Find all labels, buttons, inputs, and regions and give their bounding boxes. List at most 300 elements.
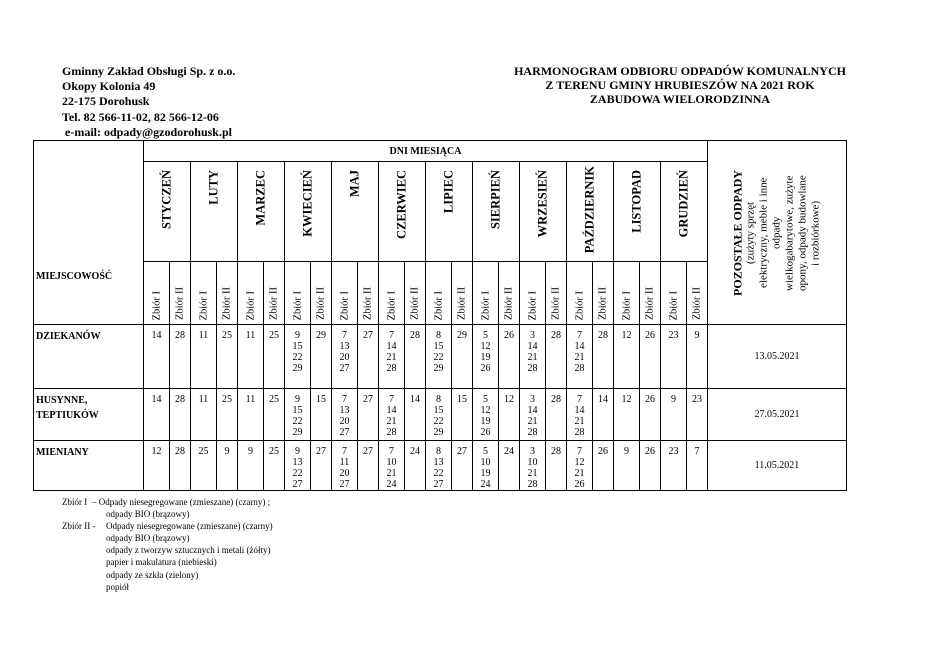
- pickup-day: 25: [269, 330, 279, 341]
- pickup-day: 8: [436, 394, 441, 405]
- other-waste-line: opony, odpady budowlane: [796, 174, 809, 291]
- pickup-day: 7: [389, 394, 394, 405]
- zbior-1-header: [285, 262, 311, 325]
- zbior-1-header: [191, 262, 217, 325]
- collection-label: Zbiór II: [268, 287, 280, 320]
- schedule-cell: [238, 441, 264, 491]
- table-row: [34, 389, 847, 441]
- pickup-day: 9: [224, 446, 230, 457]
- zbior-2-header: [499, 262, 520, 325]
- pickup-day: 9: [624, 446, 629, 457]
- collection-label: Zbiór I: [480, 290, 491, 320]
- schedule-cell: [520, 441, 546, 491]
- pickup-day: 29: [316, 330, 326, 341]
- schedule-cell: [238, 325, 264, 389]
- month-label: SIERPIEŃ: [488, 170, 503, 230]
- pickup-day: 28: [551, 394, 561, 405]
- month-label: KWIECIEŃ: [300, 170, 315, 237]
- pickup-day: 12: [621, 394, 632, 405]
- zbior-1-header: [332, 262, 358, 325]
- schedule-cell: [426, 441, 452, 491]
- place-name: [34, 441, 144, 491]
- schedule-cell: [379, 389, 405, 441]
- collection-label: Zbiór II: [221, 287, 233, 320]
- schedule-cell: [473, 325, 499, 389]
- legend-line: – Odpady niesegregowane (zmieszane) (czarny) ;: [92, 497, 271, 507]
- schedule-cell: [452, 441, 473, 491]
- pickup-day: 28: [574, 427, 585, 438]
- pickup-day: 11: [245, 394, 256, 405]
- pickup-day: 7: [694, 446, 700, 457]
- pickup-day: 27: [339, 479, 350, 490]
- pickup-day: 10: [527, 457, 538, 468]
- pickup-day: 27: [292, 479, 303, 490]
- schedule-cell: [546, 389, 567, 441]
- schedule-cell: [285, 325, 311, 389]
- month-header: [379, 162, 426, 262]
- schedule-cell: [614, 389, 640, 441]
- schedule-cell: [405, 325, 426, 389]
- pickup-day: 24: [480, 479, 491, 490]
- schedule-cell: [217, 325, 238, 389]
- schedule-cell: [170, 441, 191, 491]
- schedule-cell: [217, 389, 238, 441]
- pickup-day: 25: [198, 446, 209, 457]
- legend: [62, 496, 273, 593]
- pickup-day: 27: [433, 479, 444, 490]
- pickup-day: 9: [248, 446, 253, 457]
- zbior-1-header: [661, 262, 687, 325]
- pickup-day: 12: [151, 446, 162, 457]
- zbior-2-header: [546, 262, 567, 325]
- pickup-day: 23: [668, 446, 679, 457]
- pickup-day: 14: [527, 341, 538, 352]
- other-waste-date: 27.05.2021: [708, 389, 847, 441]
- pickup-day: 22: [292, 468, 303, 479]
- zbior-2-header: [358, 262, 379, 325]
- legend-zbior-1: [62, 496, 273, 520]
- pickup-day: 5: [483, 330, 488, 341]
- pickup-day: 21: [386, 468, 397, 479]
- zbior-1-header: [567, 262, 593, 325]
- pickup-day: 21: [574, 468, 585, 479]
- company-city: 22-175 Dorohusk: [62, 94, 150, 109]
- pickup-day: 13: [339, 341, 350, 352]
- schedule-cell: [191, 325, 217, 389]
- pickup-day: 21: [527, 416, 538, 427]
- pickup-day: 28: [175, 394, 185, 405]
- place-name-line: TEPTIUKÓW: [36, 410, 99, 421]
- month-header: [191, 162, 238, 262]
- schedule-cell: [285, 389, 311, 441]
- month-header: [144, 162, 191, 262]
- place-name-line: MIENIANY: [36, 447, 89, 458]
- pickup-day: 7: [342, 394, 347, 405]
- pickup-day: 15: [433, 341, 444, 352]
- pickup-day: 14: [151, 330, 162, 341]
- pickup-day: 21: [574, 352, 585, 363]
- pickup-day: 26: [598, 446, 608, 457]
- pickup-day: 28: [527, 479, 538, 490]
- pickup-day: 3: [530, 330, 535, 341]
- pickup-day: 7: [389, 446, 394, 457]
- schedule-cell: [144, 325, 170, 389]
- month-label: LUTY: [206, 170, 221, 205]
- schedule-cell: [661, 441, 687, 491]
- place-name: [34, 325, 144, 389]
- pickup-day: 28: [527, 427, 538, 438]
- schedule-cell: [499, 325, 520, 389]
- pickup-day: 24: [410, 446, 420, 457]
- place-name: [34, 389, 144, 441]
- schedule-cell: [264, 325, 285, 389]
- month-header: [661, 162, 708, 262]
- collection-label: Zbiór II: [550, 287, 562, 320]
- pickup-day: 15: [433, 405, 444, 416]
- pickup-day: 26: [480, 427, 491, 438]
- collection-label: Zbiór I: [668, 290, 679, 320]
- zbior-1-header: [426, 262, 452, 325]
- pickup-day: 20: [339, 468, 350, 479]
- schedule-cell: [593, 389, 614, 441]
- pickup-day: 26: [645, 446, 655, 457]
- title-line-2: Z TERENU GMINY HRUBIESZÓW NA 2021 ROK: [545, 78, 815, 92]
- pickup-day: 19: [480, 416, 491, 427]
- pickup-day: 5: [483, 394, 488, 405]
- pickup-day: 28: [386, 427, 397, 438]
- pickup-day: 13: [292, 457, 303, 468]
- pickup-day: 28: [574, 363, 585, 374]
- company-phone: Tel. 82 566-11-02, 82 566-12-06: [62, 109, 219, 124]
- pickup-day: 27: [363, 330, 373, 341]
- company-street: Okopy Kolonia 49: [62, 79, 156, 94]
- month-header: [238, 162, 285, 262]
- other-waste-header-text: [732, 170, 823, 296]
- month-label: PAŹDZIERNIK: [582, 166, 597, 254]
- pickup-day: 7: [342, 330, 347, 341]
- schedule-cell: [311, 389, 332, 441]
- pickup-day: 27: [339, 427, 350, 438]
- zbior-1-header: [144, 262, 170, 325]
- month-label: LIPIEC: [441, 170, 456, 214]
- collection-label: Zbiór II: [691, 287, 703, 320]
- collection-label: Zbiór II: [362, 287, 374, 320]
- collection-label: Zbiór II: [597, 287, 609, 320]
- schedule-cell: [593, 325, 614, 389]
- pickup-day: 7: [577, 394, 582, 405]
- schedule-cell: [640, 325, 661, 389]
- zbior-1-header: [614, 262, 640, 325]
- other-waste-date: 11.05.2021: [708, 441, 847, 491]
- schedule-cell: [144, 441, 170, 491]
- pickup-day: 27: [457, 446, 467, 457]
- month-label: GRUDZIEŃ: [676, 170, 691, 238]
- zbior-2-header: [217, 262, 238, 325]
- zbior-2-header: [687, 262, 708, 325]
- pickup-day: 11: [245, 330, 256, 341]
- schedule-cell: [614, 325, 640, 389]
- pickup-day: 29: [292, 363, 303, 374]
- schedule-cell: [687, 441, 708, 491]
- schedule-cell: [311, 325, 332, 389]
- title-line-3: ZABUDOWA WIELORODZINNA: [589, 92, 771, 106]
- schedule-cell: [379, 325, 405, 389]
- pickup-day: 9: [295, 394, 300, 405]
- legend-zbior-1-label: Zbiór I: [62, 497, 88, 507]
- zbior-2-header: [640, 262, 661, 325]
- collection-label: Zbiór II: [503, 287, 515, 320]
- month-label: MARZEC: [253, 170, 268, 226]
- pickup-day: 29: [457, 330, 467, 341]
- pickup-day: 14: [386, 341, 397, 352]
- zbior-1-header: [379, 262, 405, 325]
- pickup-day: 8: [436, 446, 441, 457]
- other-waste-date: 13.05.2021: [708, 325, 847, 389]
- schedule-cell: [191, 389, 217, 441]
- pickup-day: 7: [389, 330, 394, 341]
- legend-zbior-2: [62, 520, 273, 593]
- collection-label: Zbiór I: [527, 290, 538, 320]
- pickup-day: 3: [530, 446, 535, 457]
- other-waste-line: (zużyty sprzęt: [744, 201, 757, 264]
- schedule-cell: [567, 441, 593, 491]
- schedule-cell: [640, 389, 661, 441]
- schedule-cell: [473, 441, 499, 491]
- collection-label: Zbiór II: [174, 287, 186, 320]
- pickup-day: 22: [433, 352, 444, 363]
- other-waste-title: POZOSTAŁE ODPADY: [730, 169, 745, 296]
- pickup-day: 7: [577, 446, 582, 457]
- month-header: [285, 162, 332, 262]
- pickup-day: 12: [621, 330, 632, 341]
- pickup-day: 13: [433, 457, 444, 468]
- pickup-day: 28: [175, 446, 185, 457]
- pickup-day: 22: [292, 352, 303, 363]
- pickup-day: 22: [292, 416, 303, 427]
- schedule-cell: [405, 389, 426, 441]
- schedule-cell: [217, 441, 238, 491]
- pickup-day: 20: [339, 416, 350, 427]
- place-name-line: DZIEKANÓW: [36, 331, 101, 342]
- place-name-line: HUSYNNE,: [36, 395, 88, 406]
- schedule-cell: [332, 441, 358, 491]
- schedule-cell: [311, 441, 332, 491]
- pickup-day: 14: [574, 405, 585, 416]
- collection-label: Zbiór I: [386, 290, 397, 320]
- month-label: STYCZEŃ: [159, 170, 174, 230]
- pickup-day: 23: [668, 330, 679, 341]
- zbior-2-header: [593, 262, 614, 325]
- zbior-2-header: [264, 262, 285, 325]
- pickup-day: 9: [694, 330, 700, 341]
- schedule-cell: [358, 389, 379, 441]
- pickup-day: 15: [292, 341, 303, 352]
- collection-label: Zbiór I: [433, 290, 444, 320]
- zbior-1-header: [520, 262, 546, 325]
- schedule-cell: [546, 441, 567, 491]
- pickup-day: 25: [269, 394, 279, 405]
- zbior-1-header: [473, 262, 499, 325]
- pickup-day: 12: [504, 394, 514, 405]
- pickup-day: 23: [692, 394, 702, 405]
- pickup-day: 7: [577, 330, 582, 341]
- collection-label: Zbiór I: [245, 290, 256, 320]
- zbior-2-header: [170, 262, 191, 325]
- pickup-day: 14: [386, 405, 397, 416]
- schedule-cell: [332, 389, 358, 441]
- pickup-day: 26: [480, 363, 491, 374]
- pickup-day: 26: [504, 330, 514, 341]
- pickup-day: 28: [551, 446, 561, 457]
- pickup-day: 8: [436, 330, 441, 341]
- pickup-day: 29: [433, 427, 444, 438]
- schedule-cell: [358, 325, 379, 389]
- collection-label: Zbiór II: [315, 287, 327, 320]
- pickup-day: 28: [175, 330, 185, 341]
- pickup-day: 19: [480, 352, 491, 363]
- schedule-cell: [426, 389, 452, 441]
- schedule-cell: [264, 389, 285, 441]
- company-email: e-mail: odpady@gzodorohusk.pl: [65, 124, 232, 139]
- pickup-day: 15: [316, 394, 326, 405]
- month-label: MAJ: [347, 170, 362, 198]
- month-header: [520, 162, 567, 262]
- schedule-cell: [238, 389, 264, 441]
- legend-line: odpady z tworzyw sztucznych i metali (żółty): [106, 545, 271, 556]
- schedule-cell: [499, 441, 520, 491]
- schedule-cell: [452, 325, 473, 389]
- schedule-cell: [640, 441, 661, 491]
- table-row: [34, 325, 847, 389]
- month-header: [426, 162, 473, 262]
- legend-line: odpady ze szkła (zielony): [106, 569, 199, 580]
- pickup-day: 19: [480, 468, 491, 479]
- pickup-day: 21: [386, 416, 397, 427]
- pickup-day: 26: [645, 330, 655, 341]
- schedule-cell: [264, 441, 285, 491]
- schedule-cell: [405, 441, 426, 491]
- pickup-day: 27: [339, 363, 350, 374]
- schedule-cell: [614, 441, 640, 491]
- title-line-1: HARMONOGRAM ODBIORU ODPADÓW KOMUNALNYCH: [514, 64, 846, 78]
- pickup-day: 25: [222, 394, 232, 405]
- schedule-cell: [285, 441, 311, 491]
- schedule-cell: [593, 441, 614, 491]
- days-of-month-header: DNI MIESIĄCA: [144, 141, 708, 162]
- pickup-day: 28: [527, 363, 538, 374]
- pickup-day: 14: [410, 394, 420, 405]
- document-title: [475, 64, 885, 106]
- pickup-day: 22: [433, 416, 444, 427]
- collection-label: Zbiór I: [574, 290, 585, 320]
- month-label: CZERWIEC: [394, 170, 409, 240]
- pickup-day: 28: [386, 363, 397, 374]
- pickup-day: 5: [483, 446, 488, 457]
- place-column-header: [34, 141, 144, 325]
- month-header: [332, 162, 379, 262]
- legend-line: odpady BIO (brązowy): [106, 509, 190, 520]
- schedule-cell: [144, 389, 170, 441]
- pickup-day: 7: [342, 446, 347, 457]
- legend-line: Odpady niesegregowane (zmieszane) (czarny): [106, 521, 273, 532]
- pickup-day: 21: [386, 352, 397, 363]
- pickup-day: 9: [295, 330, 300, 341]
- schedule-cell: [567, 325, 593, 389]
- schedule-cell: [452, 389, 473, 441]
- collection-label: Zbiór I: [292, 290, 303, 320]
- collection-label: Zbiór II: [409, 287, 421, 320]
- pickup-day: 13: [339, 405, 350, 416]
- collection-label: Zbiór II: [644, 287, 656, 320]
- month-label: LISTOPAD: [629, 170, 644, 233]
- schedule-cell: [332, 325, 358, 389]
- legend-zbior-2-label: Zbiór II -: [62, 521, 96, 532]
- pickup-day: 10: [480, 457, 491, 468]
- legend-line: popiół: [106, 581, 130, 592]
- schedule-table: [33, 140, 847, 491]
- pickup-day: 9: [671, 394, 676, 405]
- other-waste-line: odpady: [770, 216, 783, 249]
- pickup-day: 28: [598, 330, 608, 341]
- schedule-cell: [546, 325, 567, 389]
- pickup-day: 27: [363, 394, 373, 405]
- pickup-day: 25: [269, 446, 279, 457]
- collection-label: Zbiór II: [456, 287, 468, 320]
- legend-line: papier i makulatura (niebieski): [106, 557, 217, 568]
- pickup-day: 20: [339, 352, 350, 363]
- pickup-day: 9: [295, 446, 300, 457]
- pickup-day: 27: [316, 446, 326, 457]
- pickup-day: 21: [527, 468, 538, 479]
- collection-label: Zbiór I: [621, 290, 632, 320]
- pickup-day: 29: [433, 363, 444, 374]
- month-header: [567, 162, 614, 262]
- other-waste-line: i rozbiórkowe): [809, 199, 822, 266]
- pickup-day: 11: [339, 457, 350, 468]
- other-waste-header: [708, 141, 847, 325]
- pickup-day: 14: [598, 394, 608, 405]
- collection-label: Zbiór I: [339, 290, 350, 320]
- pickup-day: 21: [527, 352, 538, 363]
- pickup-day: 15: [292, 405, 303, 416]
- collection-label: Zbiór I: [198, 290, 209, 320]
- pickup-day: 28: [410, 330, 420, 341]
- pickup-day: 21: [574, 416, 585, 427]
- month-header: [473, 162, 520, 262]
- schedule-cell: [170, 389, 191, 441]
- pickup-day: 27: [363, 446, 373, 457]
- zbior-1-header: [238, 262, 264, 325]
- pickup-day: 26: [645, 394, 655, 405]
- company-info: [62, 64, 235, 140]
- pickup-day: 22: [433, 468, 444, 479]
- pickup-day: 25: [222, 330, 232, 341]
- pickup-day: 15: [457, 394, 467, 405]
- collection-label: Zbiór I: [151, 290, 162, 320]
- pickup-day: 12: [480, 341, 491, 352]
- schedule-cell: [499, 389, 520, 441]
- zbior-2-header: [452, 262, 473, 325]
- zbior-2-header: [405, 262, 426, 325]
- table-row: [34, 441, 847, 491]
- pickup-day: 11: [198, 330, 209, 341]
- schedule-cell: [191, 441, 217, 491]
- pickup-day: 3: [530, 394, 535, 405]
- pickup-day: 12: [480, 405, 491, 416]
- schedule-cell: [687, 389, 708, 441]
- schedule-cell: [473, 389, 499, 441]
- pickup-day: 14: [574, 341, 585, 352]
